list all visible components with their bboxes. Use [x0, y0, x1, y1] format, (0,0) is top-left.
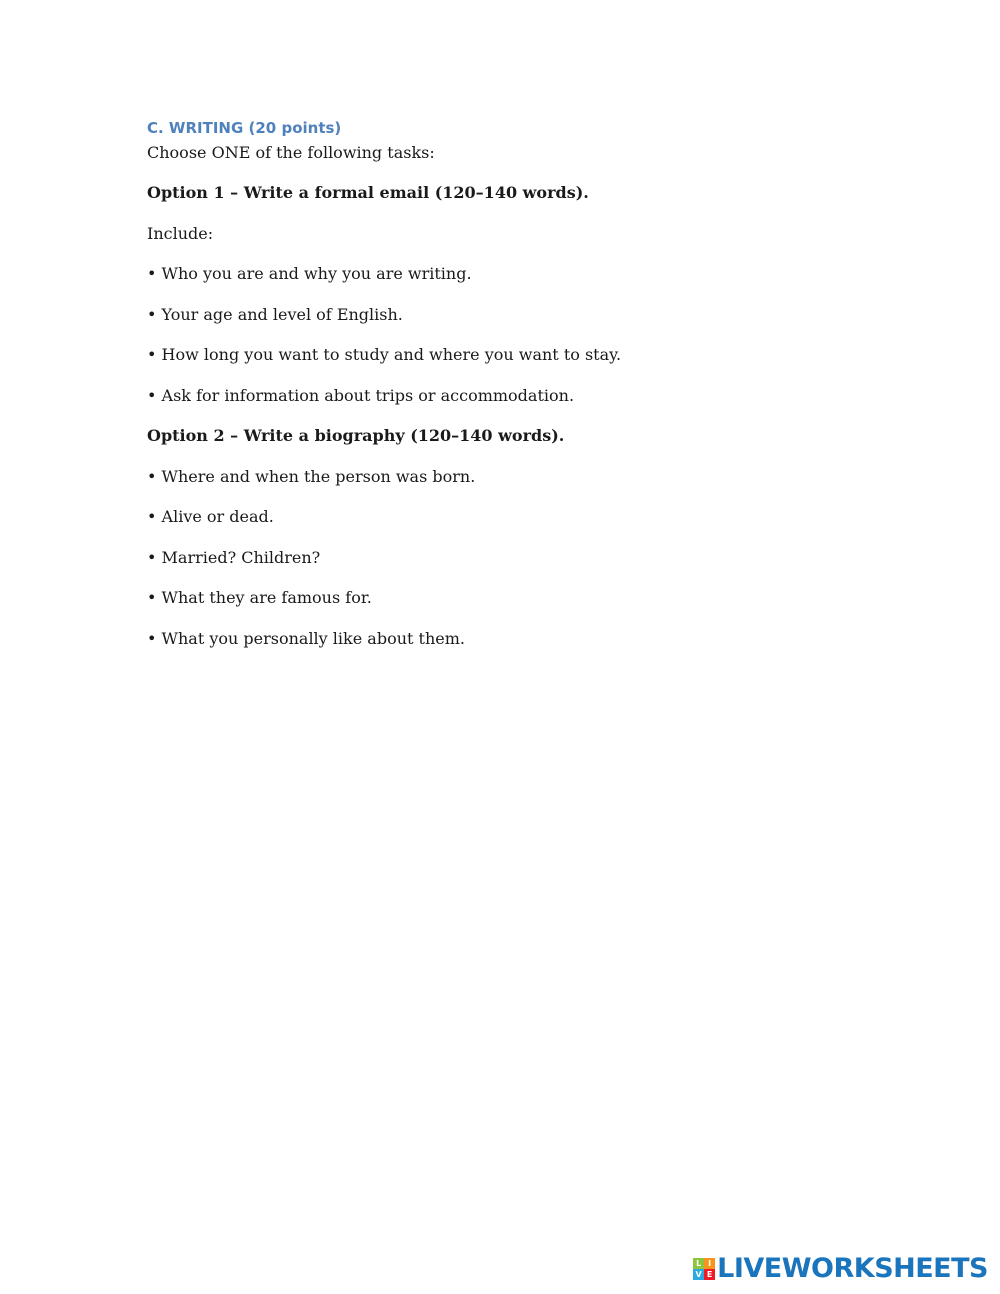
worksheet-content: [147, 116, 907, 666]
option-1-item: • How long you want to study and where you want to stay.: [147, 345, 622, 364]
logo-mark-letter: I: [704, 1258, 715, 1269]
option-1-item: • Who you are and why you are writing.: [147, 264, 472, 283]
option-1-include-label: Include:: [147, 223, 214, 243]
option-2-item: • What they are famous for.: [147, 588, 372, 607]
logo-mark-letter: E: [704, 1269, 715, 1280]
logo-mark-letter: V: [693, 1269, 704, 1280]
logo-mark-icon: [693, 1258, 715, 1280]
logo-mark-letter: L: [693, 1258, 704, 1269]
option-2-title: Option 2 – Write a biography (120–140 words).: [147, 426, 565, 445]
option-2-item: • What you personally like about them.: [147, 628, 465, 648]
option-2-item: • Married? Children?: [147, 547, 321, 567]
logo-text: LIVEWORKSHEETS: [717, 1253, 988, 1284]
option-1-title: Option 1 – Write a formal email (120–140 words).: [147, 183, 589, 202]
option-1-item: • Ask for information about trips or accommodation.: [147, 385, 575, 405]
task-instruction: Choose ONE of the following tasks:: [147, 143, 435, 162]
option-2-item: • Alive or dead.: [147, 507, 274, 526]
liveworksheets-logo: [693, 1253, 988, 1284]
section-heading: C. WRITING (20 points): [147, 119, 342, 137]
option-1-item: • Your age and level of English.: [147, 304, 403, 324]
option-2-item: • Where and when the person was born.: [147, 466, 476, 486]
